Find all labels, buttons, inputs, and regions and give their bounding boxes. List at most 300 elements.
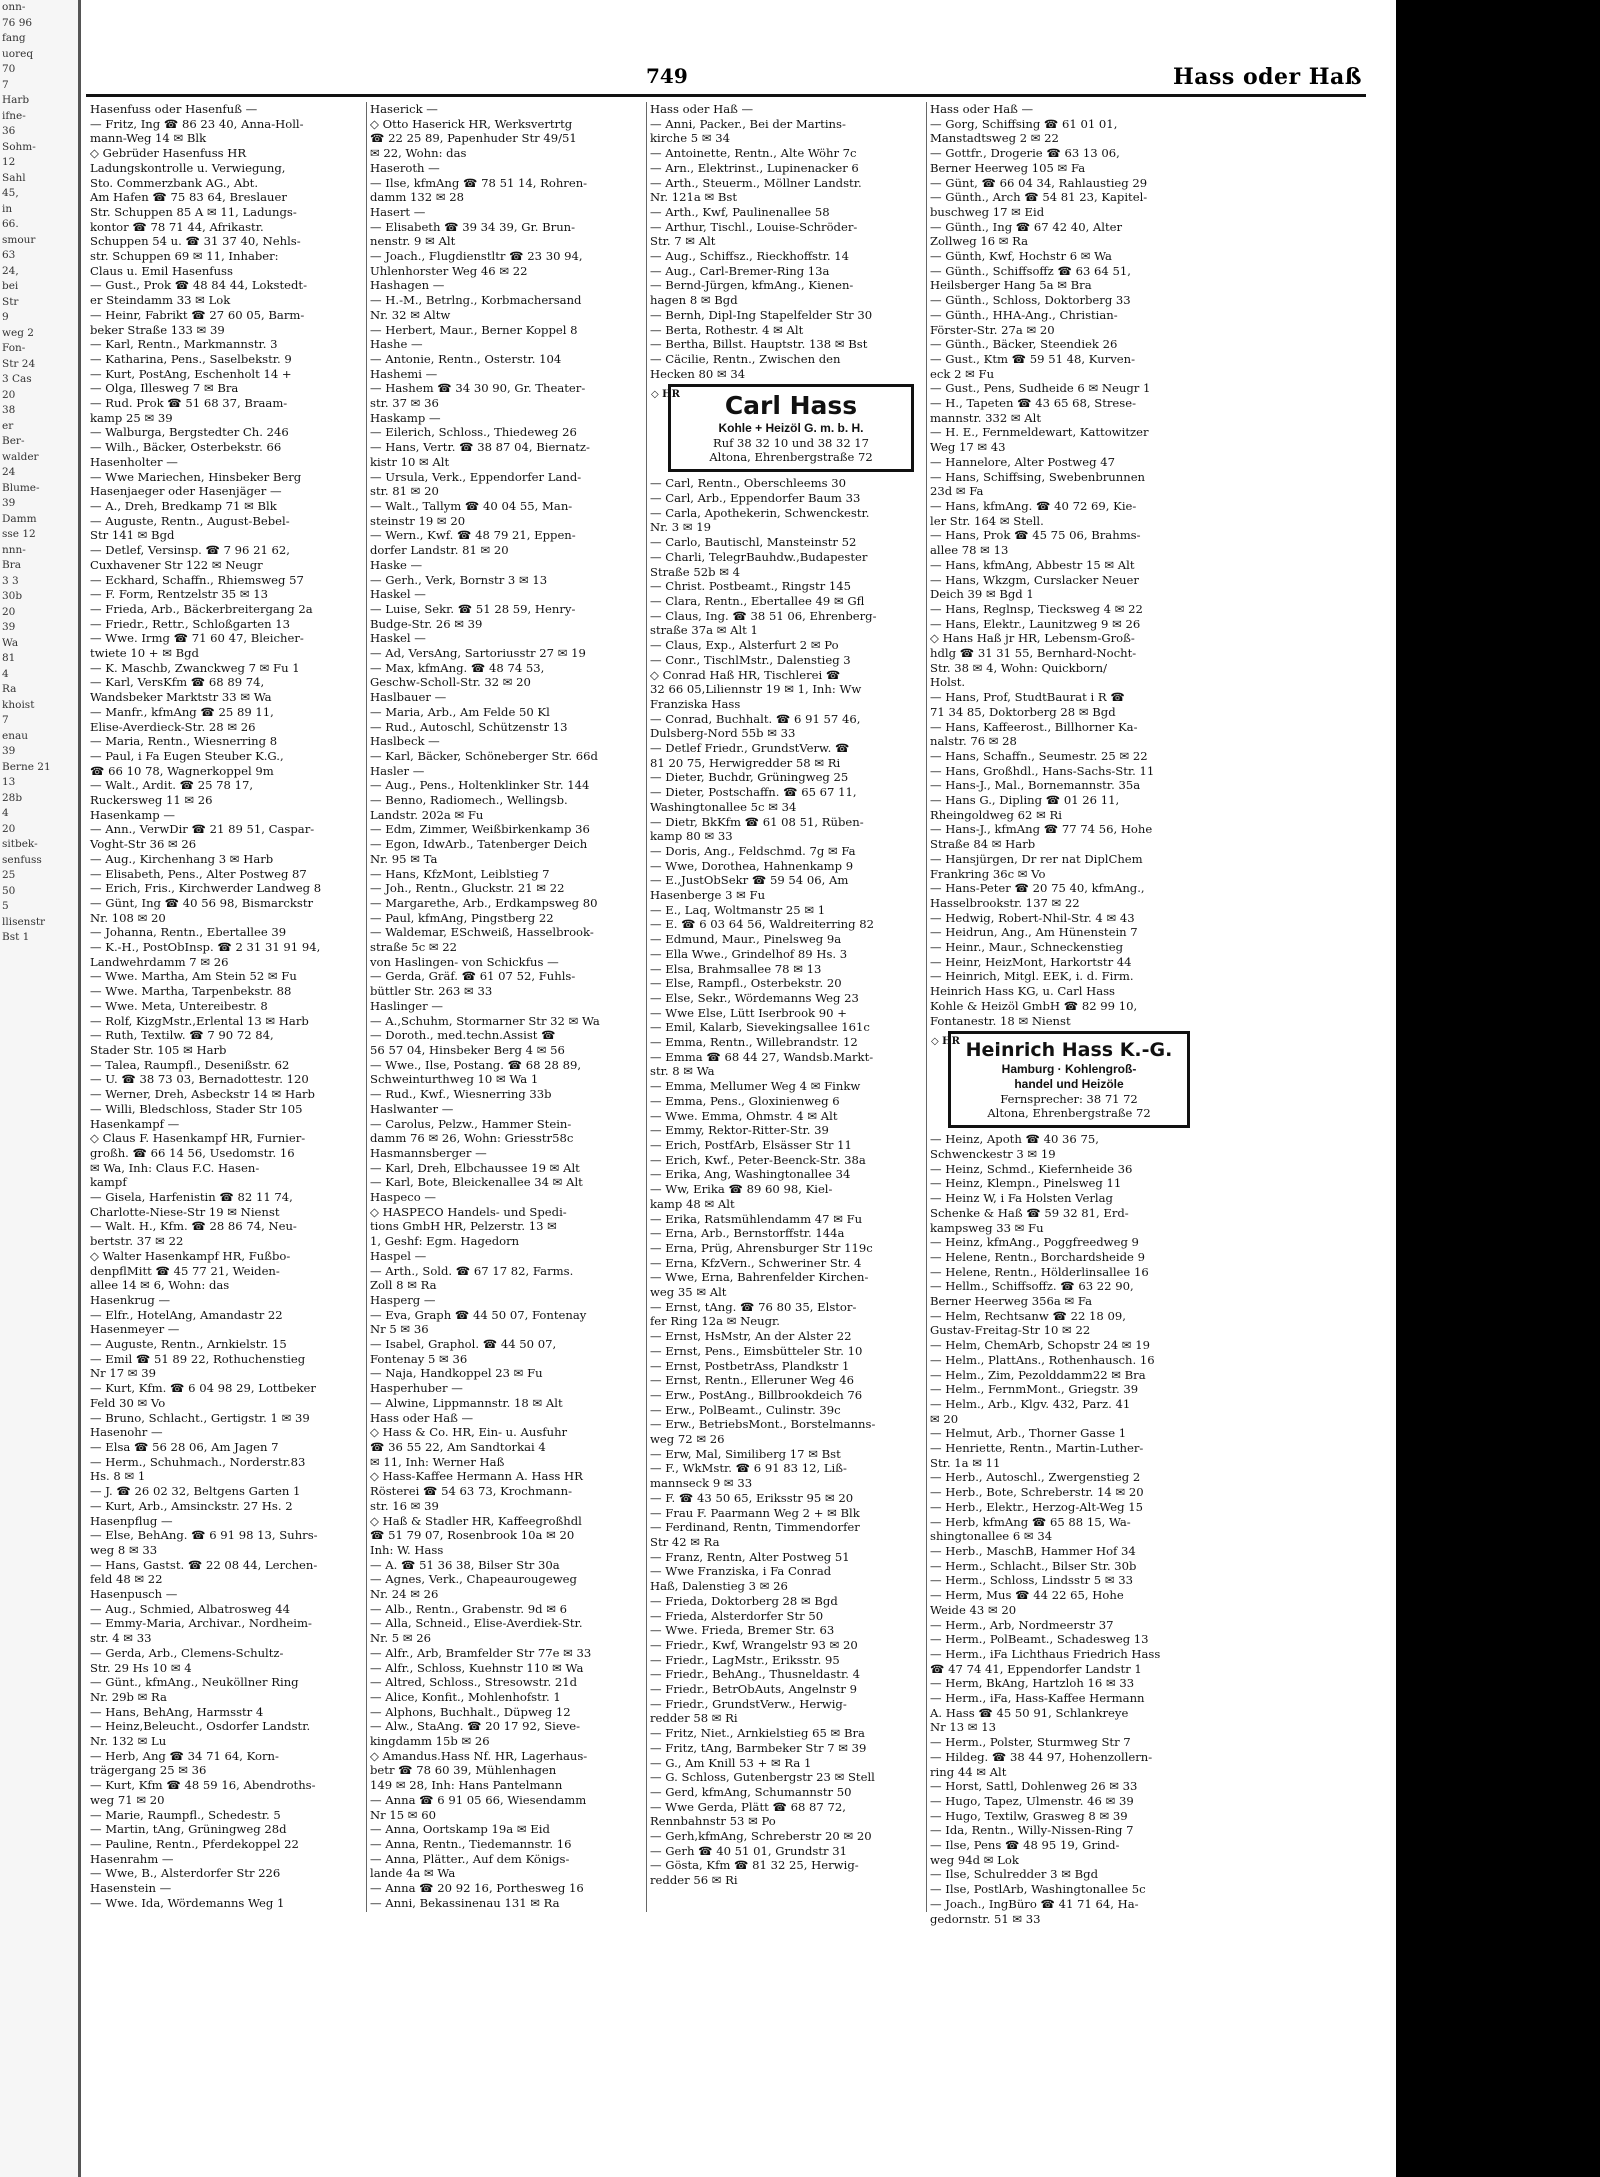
directory-entry-line: — Hans, Reglnsp, Tiecksweg 4 ✉ 22 [930,601,1143,616]
directory-entry-line: — Arn., Elektrinst., Lupinenacker 6 [650,160,859,175]
directory-entry-line: Geschw-Scholl-Str. 32 ✉ 20 [370,675,531,690]
directory-entry-line: ◇ Walter Hasenkampf HR, Fußbo- [90,1248,291,1263]
directory-entry-line: — Frau F. Paarmann Weg 2 + ✉ Blk [650,1505,860,1520]
directory-entry-line: Voght-Str 36 ✉ 26 [90,837,197,852]
directory-entry-line: — Heinz, Apoth ☎ 40 36 75, [930,1132,1099,1147]
directory-entry-line: — Alphons, Buchhalt., Düpweg 12 [370,1704,571,1719]
directory-entry-line: — Herb., MaschB, Hammer Hof 34 [930,1543,1136,1558]
directory-entry-line: — Frieda, Alsterdorfer Str 50 [650,1608,824,1623]
gutter-fragment: 30b [2,590,23,602]
directory-entry-line: Hecken 80 ✉ 34 [650,366,746,381]
directory-entry-line: — Rud., Kwf., Wiesnerring 33b [370,1087,552,1102]
directory-entry-line: kingdamm 15b ✉ 26 [370,1734,490,1749]
directory-entry-line: — Friedr., BetrObAuts, Angelnstr 9 [650,1682,858,1697]
directory-entry-line: 23d ✉ Fa [930,484,984,499]
directory-entry-line: — Gottfr., Drogerie ☎ 63 13 06, [930,146,1120,161]
gutter-fragment: sitbek- [2,838,38,850]
directory-entry-line: — Auguste, Rentn., August-Bebel- [90,513,290,528]
directory-entry-line: — Friedr., Kwf, Wrangelstr 93 ✉ 20 [650,1637,858,1652]
directory-entry-line: — Emma, Rentn., Willebrandstr. 12 [650,1035,858,1050]
directory-entry-line: ◇ Hass-Kaffee Hermann A. Hass HR [370,1469,583,1484]
directory-entry-line: — Heinr, HeizMont, Harkortstr 44 [930,954,1132,969]
directory-entry-line: — Hans, Wkzgm, Curslacker Neuer [930,572,1139,587]
gutter-fragment: Wa [2,636,19,649]
directory-entry-line: — Günth, Kwf, Hochstr 6 ✉ Wa [930,249,1112,264]
directory-entry-line: — Günt., kfmAng., Neuköllner Ring [90,1675,299,1690]
directory-entry-line: — Gust., Pens, Sudheide 6 ✉ Neugr 1 [930,381,1151,396]
directory-entry-line: — Gerda, Arb., Clemens-Schultz- [90,1645,284,1660]
directory-entry-line: — F., WkMstr. ☎ 6 91 83 12, Liß- [650,1461,847,1476]
directory-entry-line: ☎ 22 25 89, Papenhuder Str 49/51 [370,131,577,146]
directory-entry-line: ✉ 20 [930,1411,959,1426]
directory-entry-line: bertstr. 37 ✉ 22 [90,1234,184,1249]
directory-entry-line: — Ad, VersAng, Sartoriusstr 27 ✉ 19 [370,646,586,661]
directory-entry-line: kontor ☎ 78 71 44, Afrikastr. [90,219,264,234]
directory-entry-line: — E., Laq, Woltmanstr 25 ✉ 1 [650,902,826,917]
directory-entry-line: — Wwe. Martha, Tarpenbekstr. 88 [90,984,292,999]
directory-entry-line: ✉ 11, Inh: Werner Haß [370,1454,505,1469]
directory-entry-line: Feld 30 ✉ Vo [90,1395,166,1410]
directory-entry-line: — Claus, Ing. ☎ 38 51 06, Ehrenberg- [650,608,877,623]
directory-entry-line: redder 58 ✉ Ri [650,1711,738,1726]
directory-entry-line: — Cäcilie, Rentn., Zwischen den [650,351,841,366]
directory-entry-line: — Olga, Illesweg 7 ✉ Bra [90,381,239,396]
directory-entry-line: — Karl, Bote, Bleickenallee 34 ✉ Alt [370,1175,583,1190]
ad-title: Carl Hass [724,391,858,421]
directory-entry-line: — Hans, Elektr., Launitzweg 9 ✉ 26 [930,616,1141,631]
directory-entry-line: — Heinz, kfmAng., Poggfreedweg 9 [930,1235,1139,1250]
directory-entry-line: — Joach., IngBüro ☎ 41 71 64, Ha- [930,1896,1139,1911]
gutter-fragment: Bra [2,559,21,571]
directory-entry-line: — Hannelore, Alter Postweg 47 [930,454,1115,469]
directory-entry-line: Berner Heerweg 105 ✉ Fa [930,160,1086,175]
directory-entry-line: — Manfr., kfmAng ☎ 25 89 11, [90,704,274,719]
directory-entry-line: — Eva, Graph ☎ 44 50 07, Fontenay [370,1307,587,1322]
directory-entry-line: allee 14 ✉ 6, Wohn: das [90,1278,230,1293]
directory-entry-line: Nr 5 ✉ 36 [370,1322,429,1337]
directory-entry-line: redder 56 ✉ Ri [650,1873,738,1888]
directory-entry-line: 56 57 04, Hinsbeker Berg 4 ✉ 56 [370,1043,565,1057]
directory-entry-line: — Eckhard, Schaffn., Rhiemsweg 57 [90,572,304,587]
directory-entry-line: von Haslingen- von Schickfus — [370,954,559,969]
directory-entry-line: — Ernst, Pens., Eimsbütteler Str. 10 [650,1343,863,1358]
directory-entry-line: ◇ Gebrüder Hasenfuss HR [90,146,247,161]
gutter-fragment: 7 [2,714,9,726]
directory-entry-line: Heinrich Hass KG, u. Carl Hass [930,984,1116,999]
directory-entry-line: — Gerd, kfmAng, Schumannstr 50 [650,1784,852,1799]
directory-entry-line: — Erna, Prüg, Ahrensburger Str 119c [650,1240,873,1255]
directory-entry-line: — Ernst, HsMstr, An der Alster 22 [650,1329,852,1344]
directory-entry-line: betr ☎ 78 60 39, Mühlenhagen [370,1763,557,1778]
directory-entry-line: — Hans, Großhdl., Hans-Sachs-Str. 11 [930,763,1155,778]
directory-entry-line: weg 8 ✉ 33 [90,1542,158,1557]
directory-entry-line: — Wwe. Frieda, Bremer Str. 63 [650,1623,835,1638]
gutter-fragment: 36 [2,125,16,137]
directory-entry-line: — A., Dreh, Bredkamp 71 ✉ Blk [90,498,277,513]
directory-entry-line: — Anna ☎ 6 91 05 66, Wiesendamm [370,1792,587,1807]
directory-entry-line: Nr. 95 ✉ Ta [370,851,438,866]
directory-entry-line: — Ida, Rentn., Willy-Nissen-Ring 7 [930,1823,1134,1838]
directory-entry-line: — Joh., Rentn., Gluckstr. 21 ✉ 22 [370,881,565,896]
directory-entry-line: — Rud., Autoschl, Schützenstr 13 [370,719,568,734]
gutter-fragment: 81 [2,652,16,664]
directory-entry-line: — Aug., Pens., Holtenklinker Str. 144 [370,778,590,793]
gutter-fragment: 25 [2,869,16,881]
directory-entry-line: shingtonallee 6 ✉ 34 [930,1529,1053,1544]
directory-entry-line: allee 78 ✉ 13 [930,543,1009,558]
directory-entry-line: — Elsa, Brahmsallee 78 ✉ 13 [650,961,822,976]
column-divider [926,102,927,1912]
ad-phone: Fernsprecher: 38 71 72 [1000,1092,1138,1107]
directory-entry-line: Haseroth — [370,160,440,175]
directory-entry-line: — Helmut, Arb., Thorner Gasse 1 [930,1426,1127,1441]
directory-entry-line: Nr 17 ✉ 39 [90,1366,156,1381]
directory-entry-line: — Auguste, Rentn., Arnkielstr. 15 [90,1337,287,1352]
directory-entry-line: — Herm., PolBeamt., Schadesweg 13 [930,1632,1149,1647]
gutter-fragment: Sahl [2,171,26,184]
gutter-fragment: enau [2,729,28,742]
directory-entry-line: — Helm., Zim, Pezolddamm22 ✉ Bra [930,1367,1146,1382]
directory-entry-line: Nr. 5 ✉ 26 [370,1631,431,1646]
directory-entry-line: — Wwe Mariechen, Hinsbeker Berg [90,469,302,484]
directory-entry-line: — Carlo, Bautischl, Mansteinstr 52 [650,535,857,550]
directory-entry-line: Hasenkampf — [90,1116,180,1131]
directory-entry-line: — Hans, Gastst. ☎ 22 08 44, Lerchen- [90,1557,318,1572]
gutter-fragment: 66. [2,218,19,230]
advertisement-heinrich-hass [931,1031,1190,1128]
directory-entry-line: — Heidrun, Ang., Am Hünenstein 7 [930,925,1138,940]
directory-entry-line: — Heinr, Fabrikt ☎ 27 60 05, Barm- [90,307,305,322]
gutter-fragment: 3 Cas [2,373,32,385]
directory-entry-line: — Herm., Schloss, Lindsstr 5 ✉ 33 [930,1573,1133,1588]
gutter-fragment: Berne 21 [2,760,51,773]
entries-block [930,1132,1196,1926]
directory-entry-line: — H. E., Fernmeldewart, Kattowitzer [930,425,1149,440]
directory-entry-line: — Ernst, tAng. ☎ 76 80 35, Elstor- [650,1299,857,1314]
directory-entry-line: gedornstr. 51 ✉ 33 [930,1911,1041,1926]
directory-entry-line: Dulsberg-Nord 55b ✉ 33 [650,726,796,741]
directory-entry-line: Schuppen 54 u. ☎ 31 37 40, Nehls- [90,234,301,249]
directory-entry-line: Rheingoldweg 62 ✉ Ri [930,807,1062,822]
directory-entry-line: — Ilse, PostlArb, Washingtonallee 5c [930,1882,1146,1897]
gutter-fragment: Str 24 [2,357,36,370]
directory-entry-line: — Friedr., LagMstr., Eriksstr. 95 [650,1652,840,1667]
directory-entry-line: — Isabel, Graphol. ☎ 44 50 07, [370,1337,557,1352]
gutter-fragment: 24, [2,264,19,277]
directory-entry-line: — Kurt, PostAng, Eschenholt 14 + [90,366,292,381]
directory-entry-line: Straße 52b ✉ 4 [650,564,740,579]
directory-entry-line: — Helm., Arb., Klgv. 432, Parz. 41 [930,1396,1131,1411]
directory-entry-line: — Gerda, Gräf. ☎ 61 07 52, Fuhls- [370,969,576,984]
directory-entry-line: ✉ 22, Wohn: das [370,146,467,161]
directory-entry-line: — Wwe. Ida, Wördemanns Weg 1 [90,1895,285,1910]
gutter-fragment: Bst 1 [2,931,30,943]
directory-entry-line: Nr. 108 ✉ 20 [90,910,166,925]
directory-entry-line: — Gösta, Kfm ☎ 81 32 25, Herwig- [650,1858,859,1873]
directory-entry-line: Cuxhavener Str 122 ✉ Neugr [90,557,263,572]
directory-entry-line: Hashe — [370,337,423,352]
directory-entry-line: lande 4a ✉ Wa [370,1866,456,1881]
directory-entry-line: — Hans, Kaffeerost., Billhorner Ka- [930,719,1138,734]
directory-entry-line: Hashagen — [370,278,445,293]
directory-entry-line: — Horst, Sattl, Dohlenweg 26 ✉ 33 [930,1779,1138,1794]
directory-entry-line: — Aug., Schmied, Albatrosweg 44 [90,1601,291,1616]
directory-entry-line: — Herb., Bote, Schreberstr. 14 ✉ 20 [930,1485,1144,1500]
directory-entry-line: — Pauline, Rentn., Pferdekoppel 22 [90,1836,299,1851]
gutter-fragment: smour [2,233,36,246]
directory-entry-line: kamp 48 ✉ Alt [650,1196,735,1211]
directory-entry-line: — K. Maschb, Zwanckweg 7 ✉ Fu 1 [90,660,300,675]
directory-entry-line: — Ann., VerwDir ☎ 21 89 51, Caspar- [90,822,315,837]
directory-entry-line: — Erw., BetriebsMont., Borstelmanns- [650,1417,876,1432]
directory-entry-line: — Gust., Ktm ☎ 59 51 48, Kurven- [930,351,1136,366]
directory-entry-line: ◇ Amandus.Hass Nf. HR, Lagerhaus- [370,1748,588,1763]
gutter-fragment: Damm [2,512,37,525]
directory-entry-line: — F. ☎ 43 50 65, Eriksstr 95 ✉ 20 [650,1490,854,1505]
directory-entry-line: — Herbert, Maur., Berner Koppel 8 [370,322,578,337]
directory-entry-line: Haspeco — [370,1190,437,1205]
directory-entry-line: — Hans G., Dipling ☎ 01 26 11, [930,793,1120,808]
entries-block [930,102,1196,1028]
directory-entry-line: — Ernst, Rentn., Elleruner Weg 46 [650,1373,854,1388]
directory-entry-line: kirche 5 ✉ 34 [650,131,730,146]
hr-mark: ◇ HR [651,389,680,401]
directory-entry-line: Hasert — [370,204,426,219]
directory-entry-line: — Fritz, Niet., Arnkielstieg 65 ✉ Bra [650,1726,865,1741]
directory-entry-line: steinstr 19 ✉ 20 [370,513,466,528]
directory-entry-line: — Naja, Handkoppel 23 ✉ Fu [370,1366,543,1381]
directory-entry-line: Holst. [930,675,966,690]
directory-entry-line: kistr 10 ✉ Alt [370,454,450,469]
gutter-fragment: onn- [2,1,26,13]
directory-entry-line: — Heinz W, i Fa Holsten Verlag [930,1191,1113,1206]
directory-entry-line: — Edmund, Maur., Pinelsweg 9a [650,932,842,947]
directory-entry-line: — Hans, Vertr. ☎ 38 87 04, Biernatz- [370,440,590,455]
directory-entry-line: kamp 25 ✉ 39 [90,410,173,425]
directory-entry-line: — Wwe, Erna, Bahrenfelder Kirchen- [650,1270,869,1285]
directory-entry-line: Hasmannsberger — [370,1145,487,1160]
directory-entry-line: — Gorg, Schiffsing ☎ 61 01 01, [930,116,1118,131]
directory-entry-line: Stader Str. 105 ✉ Harb [90,1043,227,1057]
directory-entry-line: — Antoinette, Rentn., Alte Wöhr 7c [650,146,857,161]
directory-entry-line: — Carl, Arb., Eppendorfer Baum 33 [650,491,861,506]
directory-entry-line: — Günth., Bäcker, Steendiek 26 [930,337,1118,352]
directory-entry-line: — H.-M., Betrlng., Korbmachersand [370,293,582,308]
directory-entry-line: Str. 38 ✉ 4, Wohn: Quickborn/ [930,660,1107,675]
directory-entry-line: — Günth., Arch ☎ 54 81 23, Kapitel- [930,190,1148,205]
directory-entry-line: Weide 43 ✉ 20 [930,1602,1017,1617]
directory-entry-line: — Ilse, kfmAng ☎ 78 51 14, Rohren- [370,175,588,190]
directory-entry-line: — Wwe, Dorothea, Hahnenkamp 9 [650,858,854,873]
ad-subtitle: Hamburg · Kohlengroß- [1001,1062,1137,1077]
running-head: Hass oder Haß [1172,64,1362,90]
directory-entry-line: nenstr. 9 ✉ Alt [370,234,456,249]
gutter-fragment: 24 [2,466,16,478]
directory-entry-line: — Anna, Oortskamp 19a ✉ Eid [370,1822,550,1837]
directory-entry-line: Berner Heerweg 356a ✉ Fa [930,1294,1093,1309]
header-rule [86,94,1366,97]
directory-entry-line: — Arthur, Tischl., Louise-Schröder- [650,219,858,234]
directory-entry-line: — Else, BehAng. ☎ 6 91 98 13, Suhrs- [90,1528,318,1543]
gutter-fragment: senfuss [2,853,42,866]
directory-entry-line: — Herm., iFa Lichthaus Friedrich Hass [930,1646,1161,1661]
directory-entry-line: — Günth., Schiffsoffz ☎ 63 64 51, [930,263,1131,278]
directory-entry-line: — Herm, BkAng, Hartzloh 16 ✉ 33 [930,1676,1135,1691]
directory-entry-line: — Walt., Ardit. ☎ 25 78 17, [90,778,254,793]
directory-entry-line: — Hans, Prof, StudtBaurat i R ☎ [930,690,1125,705]
directory-entry-line: Haskel — [370,631,426,646]
directory-entry-line: — Emmy, Rektor-Ritter-Str. 39 [650,1123,829,1138]
directory-entry-line: 32 66 05,Liliennstr 19 ✉ 1, Inh: Ww [650,682,862,697]
gutter-fragment: uoreq [2,47,34,60]
directory-entry-line: — Bertha, Billst. Hauptstr. 138 ✉ Bst [650,337,868,352]
directory-entry-line: Hasenpusch — [90,1587,178,1602]
directory-entry-line: ◇ Haß & Stadler HR, Kaffeegroßhdl [370,1513,582,1528]
directory-entry-line: — Wilh., Bäcker, Osterbekstr. 66 [90,440,282,455]
gutter-fragment: 39 [2,621,16,633]
directory-entry-line: büttler Str. 263 ✉ 33 [370,984,493,999]
directory-entry-line: — Fritz, Ing ☎ 86 23 40, Anna-Holl- [90,116,304,131]
gutter-fragment: fang [2,32,26,44]
directory-entry-line: straße 37a ✉ Alt 1 [650,623,758,638]
directory-entry-line: trägergang 25 ✉ 36 [90,1763,207,1778]
directory-entry-line: — Karl, Dreh, Elbchaussee 19 ✉ Alt [370,1160,580,1175]
directory-entry-line: Claus u. Emil Hasenfuss [90,263,233,278]
column-divider [646,102,647,1912]
directory-entry-line: — Gerh,kfmAng, Schreberstr 20 ✉ 20 [650,1829,872,1844]
directory-entry-line: — Dieter, Buchdr, Grüningweg 25 [650,770,849,785]
directory-entry-line: Fontanestr. 18 ✉ Nienst [930,1013,1071,1028]
directory-entry-line: tions GmbH HR, Pelzerstr. 13 ✉ [370,1219,557,1234]
directory-entry-line: — Gisela, Harfenistin ☎ 82 11 74, [90,1190,293,1205]
directory-entry-line: — Friedr., Rettr., Schloßgarten 13 [90,616,291,631]
entries-block [650,102,920,381]
directory-entry-line: ☎ 51 79 07, Rosenbrook 10a ✉ 20 [370,1528,575,1543]
directory-entry-line: Ladungskontrolle u. Verwiegung, [90,160,286,175]
gutter-fragment: weg 2 [2,326,34,339]
directory-entry-line: Hasenjaeger oder Hasenjäger — [90,484,282,499]
directory-entry-line: mannseck 9 ✉ 33 [650,1476,753,1491]
directory-entry-line: — Willi, Bledschloss, Stader Str 105 [90,1101,303,1116]
directory-entry-line: — Elisabeth, Pens., Alter Postweg 87 [90,866,307,881]
directory-entry-line: — Wwe Franziska, i Fa Conrad [650,1564,832,1579]
directory-entry-line: — Anna, Rentn., Tiedemannstr. 16 [370,1836,572,1851]
directory-entry-line: kampsweg 33 ✉ Fu [930,1220,1044,1235]
directory-entry-line: ◇ Hass & Co. HR, Ein- u. Ausfuhr [370,1425,568,1440]
directory-entry-line: — Wwe, B., Alsterdorfer Str 226 [90,1866,281,1881]
directory-entry-line: Hass oder Haß — [650,102,754,116]
directory-entry-line: — Herm., Schuhmach., Norderstr.83 [90,1454,306,1469]
directory-entry-line: 81 20 75, Herwigredder 58 ✉ Ri [650,755,841,770]
directory-entry-line: — H., Tapeten ☎ 43 65 68, Strese- [930,396,1137,411]
entries-block [650,476,920,1888]
directory-entry-line: — K.-H., PostObInsp. ☎ 2 31 31 91 94, [90,940,321,955]
directory-entry-line: ◇ Conrad Haß HR, Tischlerei ☎ [650,667,841,682]
directory-entry-line: — Herb, kfmAng ☎ 65 88 15, Wa- [930,1514,1131,1529]
gutter-fragment: 39 [2,497,16,509]
advertisement-carl-hass [651,384,914,472]
directory-entry-line: — A. ☎ 51 36 38, Bilser Str 30a [370,1557,560,1572]
directory-entry-line: — Kurt, Arb., Amsinckstr. 27 Hs. 2 [90,1498,293,1513]
directory-entry-line: — Herm, Mus ☎ 44 22 65, Hohe [930,1588,1124,1603]
directory-entry-line: ☎ 47 74 41, Eppendorfer Landstr 1 [930,1661,1142,1676]
directory-entry-line: — Frieda, Arb., Bäckerbreitergang 2a [90,601,313,616]
directory-entry-line: — Ella Wwe., Grindelhof 89 Hs. 3 [650,946,848,961]
directory-entry-line: Fontenay 5 ✉ 36 [370,1351,468,1366]
directory-entry-line: — Alw., StaAng. ☎ 20 17 92, Sieve- [370,1719,581,1734]
directory-entry-line: — Carolus, Pelzw., Hammer Stein- [370,1116,572,1131]
directory-entry-line: — Hans, Schiffsing, Swebenbrunnen [930,469,1146,484]
directory-entry-line: Str. Schuppen 85 A ✉ 11, Ladungs- [90,204,297,219]
gutter-fragment: 38 [2,404,16,416]
directory-entry-line: Franziska Hass [650,696,741,711]
directory-entry-line: Zollweg 16 ✉ Ra [930,234,1029,249]
directory-entry-line: — Helene, Rentn., Borchardsheide 9 [930,1249,1145,1264]
gutter-fragment: Fon- [2,342,26,354]
gutter-fragment: er [2,419,14,432]
directory-entry-line: Hasenpflug — [90,1513,173,1528]
directory-entry-line: — Hans-J., kfmAng ☎ 77 74 56, Hohe [930,822,1153,837]
directory-entry-line: — Hans, Schaffn., Seumestr. 25 ✉ 22 [930,748,1148,763]
gutter-fragment: 7 [2,78,9,91]
directory-entry-line: Str 42 ✉ Ra [650,1534,720,1549]
directory-entry-line: — Walt., Tallym ☎ 40 04 55, Man- [370,498,573,513]
directory-entry-line: — Hans-Peter ☎ 20 75 40, kfmAng., [930,881,1145,896]
directory-entry-line: Nr. 32 ✉ Altw [370,307,451,322]
directory-entry-line: — Herm., iFa, Hass-Kaffee Hermann [930,1691,1145,1706]
directory-entry-line: Straße 84 ✉ Harb [930,837,1036,852]
directory-entry-line: — Alb., Rentn., Grabenstr. 9d ✉ 6 [370,1601,568,1616]
gutter-fragment: Harb [2,94,30,106]
directory-entry-line: — Karl, Rentn., Markmannstr. 3 [90,337,278,352]
directory-entry-line: — Arth., Kwf, Paulinenallee 58 [650,204,830,219]
directory-entry-line: — Claus, Exp., Alsterfurt 2 ✉ Po [650,638,839,653]
directory-entry-line: — Luise, Sekr. ☎ 51 28 59, Henry- [370,601,576,616]
directory-entry-line: — J. ☎ 26 02 32, Beltgens Garten 1 [90,1484,301,1499]
directory-entry-line: 71 34 85, Doktorberg 28 ✉ Bgd [930,704,1116,719]
directory-entry-line: str. 4 ✉ 33 [90,1631,152,1646]
directory-entry-line: — Elisabeth ☎ 39 34 39, Gr. Brun- [370,219,576,234]
directory-entry-line: — Alice, Konfit., Mohlenhofstr. 1 [370,1689,561,1704]
directory-entry-line: Str. 7 ✉ Alt [650,234,716,249]
directory-entry-line: — Rud. Prok ☎ 51 68 37, Braam- [90,396,288,411]
directory-entry-line: — Clara, Rentn., Ebertallee 49 ✉ Gfl [650,593,865,608]
directory-entry-line: — Günth., HHA-Ang., Christian- [930,307,1118,322]
directory-entry-line: Zoll 8 ✉ Ra [370,1278,437,1293]
directory-entry-line: denpflMitt ☎ 45 77 21, Weiden- [90,1263,280,1278]
directory-entry-line: beker Straße 133 ✉ 39 [90,322,225,337]
directory-entry-line: Deich 39 ✉ Bgd 1 [930,587,1034,602]
directory-entry-line: — Hans, Prok ☎ 45 75 06, Brahms- [930,528,1141,543]
directory-entry-line: — Edm, Zimmer, Weißbirkenkamp 36 [370,822,590,837]
directory-entry-line: — Arth., Steuerm., Möllner Landstr. [650,175,862,190]
directory-entry-line: Weg 17 ✉ 43 [930,440,1006,455]
gutter-fragment: 5 [2,900,9,912]
directory-entry-line: Haskamp — [370,410,441,425]
directory-entry-line: — F. Form, Rentzelstr 35 ✉ 13 [90,587,269,602]
gutter-fragment: 45, [2,187,19,199]
directory-entry-line: — Friedr., BehAng., Thusneldastr. 4 [650,1667,860,1682]
directory-entry-line: — Aug., Carl-Bremer-Ring 13a [650,263,830,278]
directory-entry-line: — Herb., Autoschl., Zwergenstieg 2 [930,1470,1141,1485]
gutter-fragment: sse 12 [2,528,36,540]
directory-entry-line: Hasenkamp — [90,807,175,822]
directory-entry-line: — Aug., Schiffsz., Rieckhoffstr. 14 [650,249,850,264]
directory-entry-line: Hasenstein — [90,1881,172,1896]
directory-entry-line: — Erich, Kwf., Peter-Beenck-Str. 38a [650,1152,866,1167]
directory-entry-line: — Helm., PlattAns., Rothenhausch. 16 [930,1352,1155,1367]
directory-entry-line: — Carla, Apothekerin, Schwenckestr. [650,505,870,520]
